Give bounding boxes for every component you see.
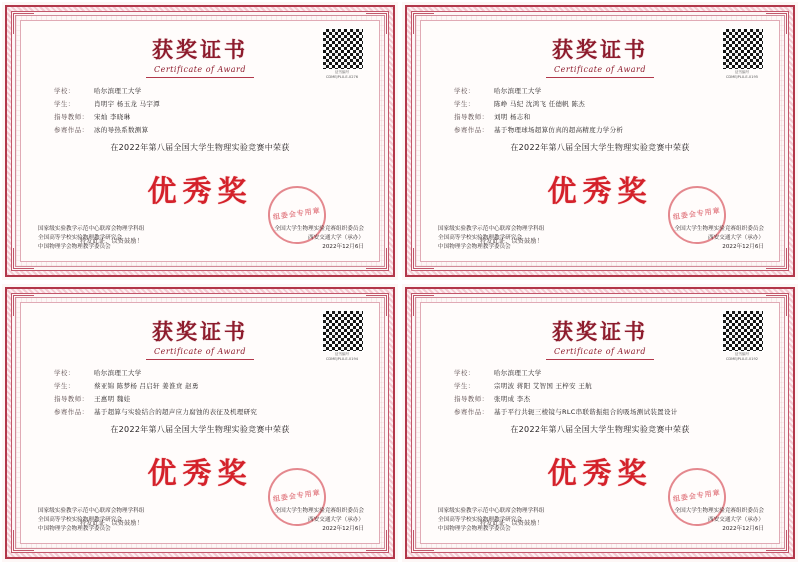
field-value: 陈峥 马纪 沈鸿飞 任德帆 陈杰 bbox=[494, 99, 586, 108]
field-value: 哈尔滨理工大学 bbox=[494, 87, 542, 95]
field-row bbox=[454, 409, 764, 416]
note-text: 特发此证，以资鼓励！ bbox=[480, 520, 544, 528]
certificate-card bbox=[2, 284, 398, 562]
field-value: 哈尔滨理工大学 bbox=[94, 87, 142, 95]
issuer-line: 全国大学生物理实验竞赛组织委员会 bbox=[674, 226, 764, 233]
field-row bbox=[54, 370, 364, 377]
certificate-content bbox=[422, 304, 778, 542]
field-label: 指导教师： bbox=[54, 394, 89, 403]
certificate-content bbox=[22, 22, 378, 260]
award-name: 优秀奖 bbox=[147, 174, 253, 209]
field-list bbox=[436, 370, 764, 416]
field-value: 基于平行共轭三棱镜与RLC串联谐振组合的吸场测试装置设计 bbox=[494, 407, 678, 416]
field-list bbox=[436, 88, 764, 134]
note-text: 特发此证，以资鼓励！ bbox=[80, 520, 144, 528]
field-label: 学校： bbox=[454, 369, 475, 377]
certificate-number bbox=[714, 352, 770, 363]
field-value: 肖明宇 杨玉龙 马宇潭 bbox=[94, 99, 160, 108]
field-label: 指导教师： bbox=[454, 394, 489, 403]
field-value: 冰的导热系数测算 bbox=[94, 125, 149, 134]
seal-text: 组委会专用章 bbox=[672, 488, 722, 504]
issuer-line: 全国大学生物理实验竞赛组织委员会 bbox=[674, 508, 764, 515]
field-row bbox=[454, 383, 764, 390]
certificate-number-value: CDMEJPLX-E-0194 bbox=[325, 357, 359, 362]
award-name: 优秀奖 bbox=[547, 174, 653, 209]
footer bbox=[438, 225, 764, 252]
field-row bbox=[454, 396, 764, 403]
issuers-left bbox=[38, 225, 144, 252]
field-label: 学生： bbox=[54, 381, 75, 390]
field-value: 哈尔滨理工大学 bbox=[494, 369, 542, 377]
issuer-line: 全国大学生物理实验竞赛组织委员会 bbox=[274, 226, 364, 233]
qr-code-icon bbox=[322, 28, 364, 70]
title-divider bbox=[146, 359, 254, 360]
page-title: 获奖证书 bbox=[552, 320, 648, 344]
field-label: 学生： bbox=[454, 99, 475, 108]
page-title: 获奖证书 bbox=[152, 320, 248, 344]
issuer-line: 全国高等学校实验物理教学研究会 bbox=[38, 235, 122, 242]
award-line: 在2022年第八届全国大学生物理实验竞赛中荣获 bbox=[510, 425, 690, 435]
field-value: 张明成 李杰 bbox=[494, 394, 531, 403]
field-row bbox=[54, 383, 364, 390]
certificate-number bbox=[314, 352, 370, 363]
award-line: 在2022年第八届全国大学生物理实验竞赛中荣获 bbox=[110, 143, 290, 153]
issuers-right bbox=[674, 507, 764, 534]
award-name: 优秀奖 bbox=[147, 456, 253, 491]
award-line: 在2022年第八届全国大学生物理实验竞赛中荣获 bbox=[110, 425, 290, 435]
certificate-number-value: CDMEJPLX-E-0195 bbox=[725, 75, 759, 80]
field-label: 指导教师： bbox=[454, 112, 489, 121]
issuer-line: 中国物理学会物理教学委员会 bbox=[38, 526, 111, 533]
issuer-line: 中国物理学会物理教学委员会 bbox=[438, 526, 511, 533]
seal-text: 组委会专用章 bbox=[272, 206, 322, 222]
issuer-line: 全国高等学校实验物理教学研究会 bbox=[438, 517, 522, 524]
title-divider bbox=[146, 77, 254, 78]
field-label: 参赛作品： bbox=[54, 125, 89, 134]
field-row bbox=[54, 127, 364, 134]
field-row bbox=[54, 88, 364, 95]
issuer-line: 西安交通大学（承办） bbox=[308, 235, 364, 242]
field-row bbox=[454, 127, 764, 134]
award-name: 优秀奖 bbox=[547, 456, 653, 491]
field-list bbox=[36, 88, 364, 134]
award-line: 在2022年第八届全国大学生物理实验竞赛中荣获 bbox=[510, 143, 690, 153]
field-value: 基于物理球场超算仿真的超高精度力学分析 bbox=[494, 125, 624, 134]
title-divider bbox=[546, 77, 654, 78]
field-label: 学校： bbox=[454, 87, 475, 95]
page-subtitle: Certificate of Award bbox=[153, 347, 246, 356]
issuers-right bbox=[274, 225, 364, 252]
certificate-card bbox=[402, 2, 798, 280]
footer bbox=[38, 507, 364, 534]
field-label: 学校： bbox=[54, 369, 75, 377]
page-title: 获奖证书 bbox=[552, 38, 648, 62]
issue-date: 2022年12月6日 bbox=[722, 526, 764, 533]
field-label: 学生： bbox=[54, 99, 75, 108]
field-list bbox=[36, 370, 364, 416]
field-row bbox=[54, 114, 364, 121]
issuers-left bbox=[438, 225, 544, 252]
issuers-left bbox=[438, 507, 544, 534]
issue-date: 2022年12月6日 bbox=[322, 526, 364, 533]
field-label: 学生： bbox=[454, 381, 475, 390]
certificate-card bbox=[402, 284, 798, 562]
page-subtitle: Certificate of Award bbox=[553, 347, 646, 356]
qr-code-icon bbox=[322, 310, 364, 352]
field-label: 参赛作品： bbox=[54, 407, 89, 416]
field-row bbox=[454, 370, 764, 377]
issuer-line: 全国大学生物理实验竞赛组织委员会 bbox=[274, 508, 364, 515]
issuers-right bbox=[274, 507, 364, 534]
page-title: 获奖证书 bbox=[152, 38, 248, 62]
field-value: 哈尔滨理工大学 bbox=[94, 369, 142, 377]
certificate-content bbox=[422, 22, 778, 260]
page-subtitle: Certificate of Award bbox=[553, 65, 646, 74]
issuer-line: 中国物理学会物理教学委员会 bbox=[38, 244, 111, 251]
seal-text: 组委会专用章 bbox=[272, 488, 322, 504]
certificate-number-label: 证书编号 bbox=[334, 70, 350, 74]
issuers-right bbox=[674, 225, 764, 252]
certificate-number-label: 证书编号 bbox=[734, 70, 750, 74]
qr-code-icon bbox=[722, 310, 764, 352]
issuer-line: 西安交通大学（承办） bbox=[308, 517, 364, 524]
field-row bbox=[54, 396, 364, 403]
certificate-number-label: 证书编号 bbox=[734, 352, 750, 356]
certificate-number-label: 证书编号 bbox=[334, 352, 350, 356]
certificate-number-value: CDMEJPLX-E-0276 bbox=[325, 75, 359, 80]
seal-text: 组委会专用章 bbox=[672, 206, 722, 222]
certificate-content bbox=[22, 304, 378, 542]
note-text: 特发此证，以资鼓励！ bbox=[80, 238, 144, 246]
issuer-line: 西安交通大学（承办） bbox=[708, 517, 764, 524]
issuer-line: 国家级实验教学示范中心联席会物理学科组 bbox=[38, 226, 145, 233]
page-subtitle: Certificate of Award bbox=[153, 65, 246, 74]
footer bbox=[38, 225, 364, 252]
certificate-number-value: CDMEJPLX-E-0192 bbox=[725, 357, 759, 362]
field-value: 宗明波 蒋阳 艾智国 王梓安 王航 bbox=[494, 381, 592, 390]
field-value: 基于超算与实验结合的超声应力腐蚀的表征及机理研究 bbox=[94, 407, 258, 416]
note-text: 特发此证，以资鼓励！ bbox=[480, 238, 544, 246]
field-row bbox=[54, 101, 364, 108]
certificate-number bbox=[714, 70, 770, 81]
issuer-line: 全国高等学校实验物理教学研究会 bbox=[38, 517, 122, 524]
field-label: 指导教师： bbox=[54, 112, 89, 121]
field-row bbox=[454, 114, 764, 121]
field-label: 参赛作品： bbox=[454, 407, 489, 416]
certificate-number bbox=[314, 70, 370, 81]
issuer-line: 国家级实验教学示范中心联席会物理学科组 bbox=[38, 508, 145, 515]
issuer-line: 国家级实验教学示范中心联席会物理学科组 bbox=[438, 226, 545, 233]
title-divider bbox=[546, 359, 654, 360]
issuers-left bbox=[38, 507, 144, 534]
issuer-line: 西安交通大学（承办） bbox=[708, 235, 764, 242]
qr-code-icon bbox=[722, 28, 764, 70]
field-label: 参赛作品： bbox=[454, 125, 489, 134]
field-row bbox=[454, 88, 764, 95]
field-row bbox=[454, 101, 764, 108]
issuer-line: 全国高等学校实验物理教学研究会 bbox=[438, 235, 522, 242]
field-value: 蔡亚锦 陈梦杨 吕启轩 姜淮贲 赵勇 bbox=[94, 381, 199, 390]
certificate-card bbox=[2, 2, 398, 280]
field-value: 刘明 杨志和 bbox=[494, 112, 531, 121]
field-label: 学校： bbox=[54, 87, 75, 95]
footer bbox=[438, 507, 764, 534]
issuer-line: 国家级实验教学示范中心联席会物理学科组 bbox=[438, 508, 545, 515]
field-value: 宋灿 李晓琳 bbox=[94, 112, 131, 121]
issue-date: 2022年12月6日 bbox=[722, 244, 764, 251]
issue-date: 2022年12月6日 bbox=[322, 244, 364, 251]
field-value: 王惠明 魏娃 bbox=[94, 394, 131, 403]
issuer-line: 中国物理学会物理教学委员会 bbox=[438, 244, 511, 251]
field-row bbox=[54, 409, 364, 416]
